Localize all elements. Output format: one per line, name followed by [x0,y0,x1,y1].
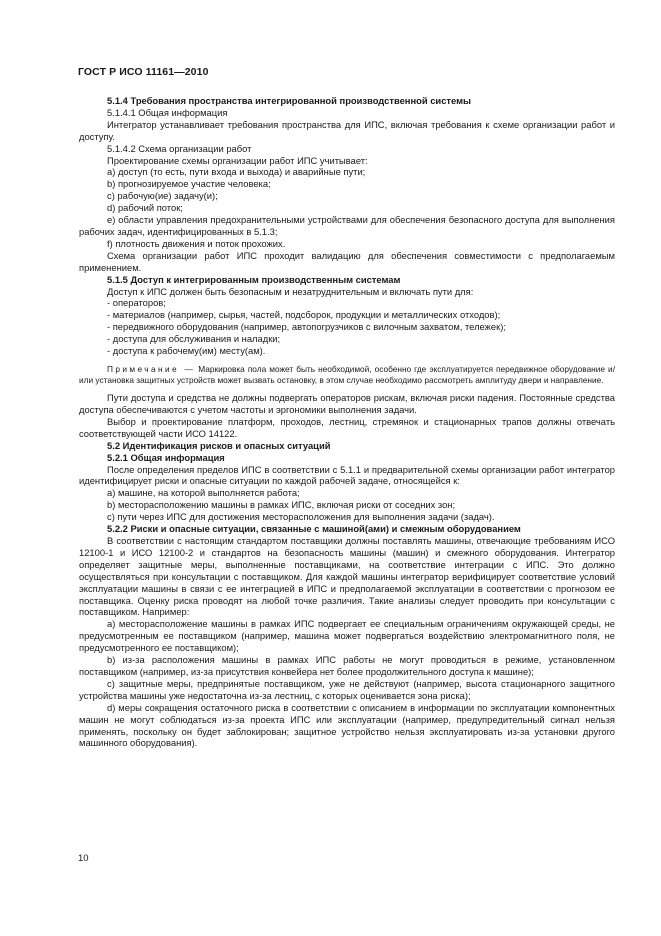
list-item: b) из-за расположения машины в рамках ИПС работы не могут проводиться в режиме, установленном поставщиком (например, из-за присутствия конвейера нет более продолжительного доступа к машине); [79,654,615,677]
list-item: - передвижного оборудования (например, автопогрузчиков с вилочным захватом, тележек); [107,321,506,333]
list-item: a) доступ (то есть, пути входа и выхода) и аварийные пути; [107,166,366,178]
paragraph-platforms: Выбор и проектирование платформ, проходов, лестниц, стремянок и стационарных трапов должны отвечать соответствующей части ИСО 14122. [79,415,615,439]
list-item: - операторов; [107,297,166,309]
paragraph-access-paths: Пути доступа и средства не должны подвергать операторов рискам, включая риски падения. Постоянные средства доступа обеспечиваются с учетом частоты и эргономики выполнения задачи. [79,392,615,416]
section-heading-5-1-5: 5.1.5 Доступ к интегрированным производственным системам [107,273,401,285]
page-body [79,95,615,749]
list-item: f) плотность движения и поток прохожих. [107,237,286,249]
list-item: c) пути через ИПС для достижения месторасположения для выполнения задачи (задач). [107,511,495,523]
paragraph-5-2-1: После определения пределов ИПС в соответствии с 5.1.1 и предварительной схемы организации работ интегратор идентифицирует риски и опасные ситуации по каждой рабочей задаче, относящейся к: [79,463,615,487]
subsection-heading-5-2-2: 5.2.2 Риски и опасные ситуации, связанные с машиной(ами) и смежным оборудованием [107,523,521,535]
list-item: b) прогнозируемое участие человека; [107,178,271,190]
list-item: c) защитные меры, предпринятые поставщиком, уже не действуют (например, высота стационарного защитного устройства машины уже недостаточна из-за лестниц, с которых оценивается зона риска); [79,677,615,701]
list-item: d) рабочий поток; [107,202,183,214]
list-item: - доступа к рабочему(им) месту(ам). [107,345,266,357]
note-text: Маркировка пола может быть необходимой, особенно где эксплуатируется передвижное оборудование и/ или установка защитных устройств может вызвать остановку, в этом случае необходимо рассмотреть амплитуду двери и направление. [79,363,615,385]
subsection-heading-5-1-4-1: 5.1.4.1 Общая информация [107,106,228,118]
document-header: ГОСТ Р ИСО 11161—2010 [78,66,209,78]
list-item: c) рабочую(ие) задачу(и); [107,190,218,202]
list-item: a) машине, на которой выполняется работа; [107,487,300,499]
paragraph-5-1-5-intro: Доступ к ИПС должен быть безопасным и незатруднительным и включать пути для: [107,285,474,297]
section-heading-5-1-4: 5.1.4 Требования пространства интегрированной производственной системы [107,95,472,106]
list-item: d) меры сокращения остаточного риска в соответствии с описанием в информации по эксплуатации компонентных машин не могут соблюдаться из-за проекта ИПС или эксплуатации (например, предупредительный сигнал нельзя применять, поскольку он будет заблокирован; защитное устройство нельзя эксплуатировать из-за установки другого машинного оборудования). [79,701,615,749]
list-item: - доступа для обслуживания и наладки; [107,333,281,345]
list-item: a) месторасположение машины в рамках ИПС подвергает ее специальным ограничениям окружающей среды, не предусмотренным ее поставщиком (например, машина может подвергаться воздействию электромагнитного поля, не предусмотренного ее поставщиком); [79,618,615,654]
paragraph-validation: Схема организации работ ИПС проходит валидацию для обеспечения совместимости с предполагаемым применением. [79,249,615,273]
paragraph-5-1-4-1: Интегратор устанавливает требования пространства для ИПС, включая требования к схеме организации работ и доступу. [79,118,615,142]
list-item: b) месторасположению машины в рамках ИПС, включая риски от соседних зон; [107,499,456,511]
list-item: - материалов (например, сырья, частей, подсборок, продукции и металлических отходов); [107,309,501,321]
subsection-heading-5-2-1: 5.2.1 Общая информация [107,451,225,463]
list-item: e) области управления предохранительными устройствами для обеспечения безопасного доступа для выполнения рабочих задач, идентифицированных в 5.1.3; [79,214,615,237]
page-number: 10 [78,853,89,864]
note [79,364,615,385]
note-label: Примечание — [107,363,196,374]
section-heading-5-2: 5.2 Идентификация рисков и опасных ситуаций [107,439,331,451]
paragraph-5-1-4-2-intro: Проектирование схемы организации работ ИПС учитывает: [107,154,368,166]
subsection-heading-5-1-4-2: 5.1.4.2 Схема организации работ [107,142,252,154]
paragraph-5-2-2: В соответствии с настоящим стандартом поставщики должны поставлять машины, отвечающие требованиям ИСО 12100-1 и ИСО 12100-2 и стандартов на безопасность машины (машин) и смежного оборудования. Интегратор определяет защитные меры, выполненные поставщиками, на соответствие интеграции с ИПС. Это должно осуществляться при консультации с поставщиком. Для каждой машины интегратор верифицирует соответствие условий эксплуатации машины в связи с ее интеграцией в ИПС и предполагаемой эксплуатации в соответствии с прогнозом ее поставщика. Оценку риска проводят на любой точке различия. Такие анализы следует проводить при консультации с поставщиком. Например: [79,535,615,618]
